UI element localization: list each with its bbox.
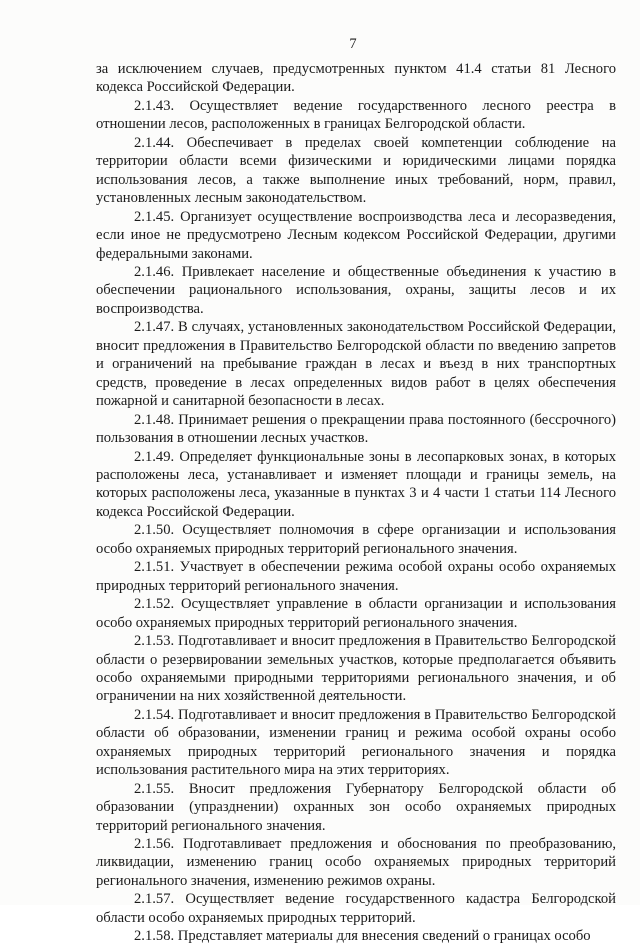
paragraph-2-1-58: 2.1.58. Представляет материалы для внесения сведений о границах особо [134,928,591,945]
paragraph-2-1-45: 2.1.45. Организует осуществление воспроизводства леса и лесоразведения, если иное не предусмотрено Лесным кодексом Российской Федерации, другими федеральными законами. [96,208,616,262]
document-body [96,60,616,946]
paragraph-2-1-57: 2.1.57. Осуществляет ведение государственного кадастра Белгородской области особо охраняемых природных территорий. [96,891,616,926]
paragraph-2-1-44: 2.1.44. Обеспечивает в пределах своей компетенции соблюдение на территории области всеми физическими и юридическими лицами порядка использования лесов, а также выполнение иных требований, норм, правил, установленных лесным законодательством. [96,134,616,207]
paragraph-2-1-48: 2.1.48. Принимает решения о прекращении права постоянного (бессрочного) пользования в отношении лесных участков. [96,411,616,447]
paragraph-2-1-55: 2.1.55. Вносит предложения Губернатору Белгородской области об образовании (упразднении) охранных зон особо охраняемых природных территорий регионального значения. [96,780,616,834]
paragraph-2-1-52: 2.1.52. Осуществляет управление в области организации и использования особо охраняемых природных территорий регионального значения. [96,596,616,631]
paragraph-2-1-46: 2.1.46. Привлекает население и общественные объединения к участию в обеспечении рационального использования, охраны, защиты лесов и их воспроизводства. [96,263,616,317]
paragraph-2-1-43: 2.1.43. Осуществляет ведение государственного лесного реестра в отношении лесов, расположенных в границах Белгородской области. [96,97,616,133]
paragraph-continuation: за исключением случаев, предусмотренных пунктом 41.4 статьи 81 Лесного кодекса Российской Федерации. [96,61,616,96]
page-number: 7 [349,36,357,52]
paragraph-2-1-53: 2.1.53. Подготавливает и вносит предложения в Правительство Белгородской области о резервировании земельных участков, которые предполагается объявить особо охраняемыми природными территориями регионального значения, и об ограничении на них хозяйственной деятельности. [96,633,616,705]
paragraph-2-1-47: 2.1.47. В случаях, установленных законодательством Российской Федерации, вносит предложения в Правительство Белгородской области по введению запретов и ограничений на пребывание граждан в лесах и въезд в них транспортных средств, проведение в лесах определенных видов работ в целях обеспечения пожарной и санитарной безопасности в лесах. [96,319,616,410]
paragraph-2-1-49: 2.1.49. Определяет функциональные зоны в лесопарковых зонах, в которых расположены леса, устанавливает и изменяет площади и границы земель, на которых расположены леса, указанные в пунктах 3 и 4 части 1 статьи 114 Лесного кодекса Российской Федерации. [96,448,616,520]
paragraph-2-1-56: 2.1.56. Подготавливает предложения и обоснования по преобразованию, ликвидации, изменению границ особо охраняемых природных территорий регионального значения, изменению режимов охраны. [96,836,616,889]
paragraph-2-1-50: 2.1.50. Осуществляет полномочия в сфере организации и использования особо охраняемых природных территорий регионального значения. [96,522,616,557]
paragraph-2-1-51: 2.1.51. Участвует в обеспечении режима особой охраны особо охраняемых природных территорий регионального значения. [96,559,616,594]
paragraph-2-1-54: 2.1.54. Подготавливает и вносит предложения в Правительство Белгородской области об образовании, изменении границ и режима особой охраны особо охраняемых природных территорий регионального значения и порядка использования растительного мира на этих территориях. [96,706,616,779]
